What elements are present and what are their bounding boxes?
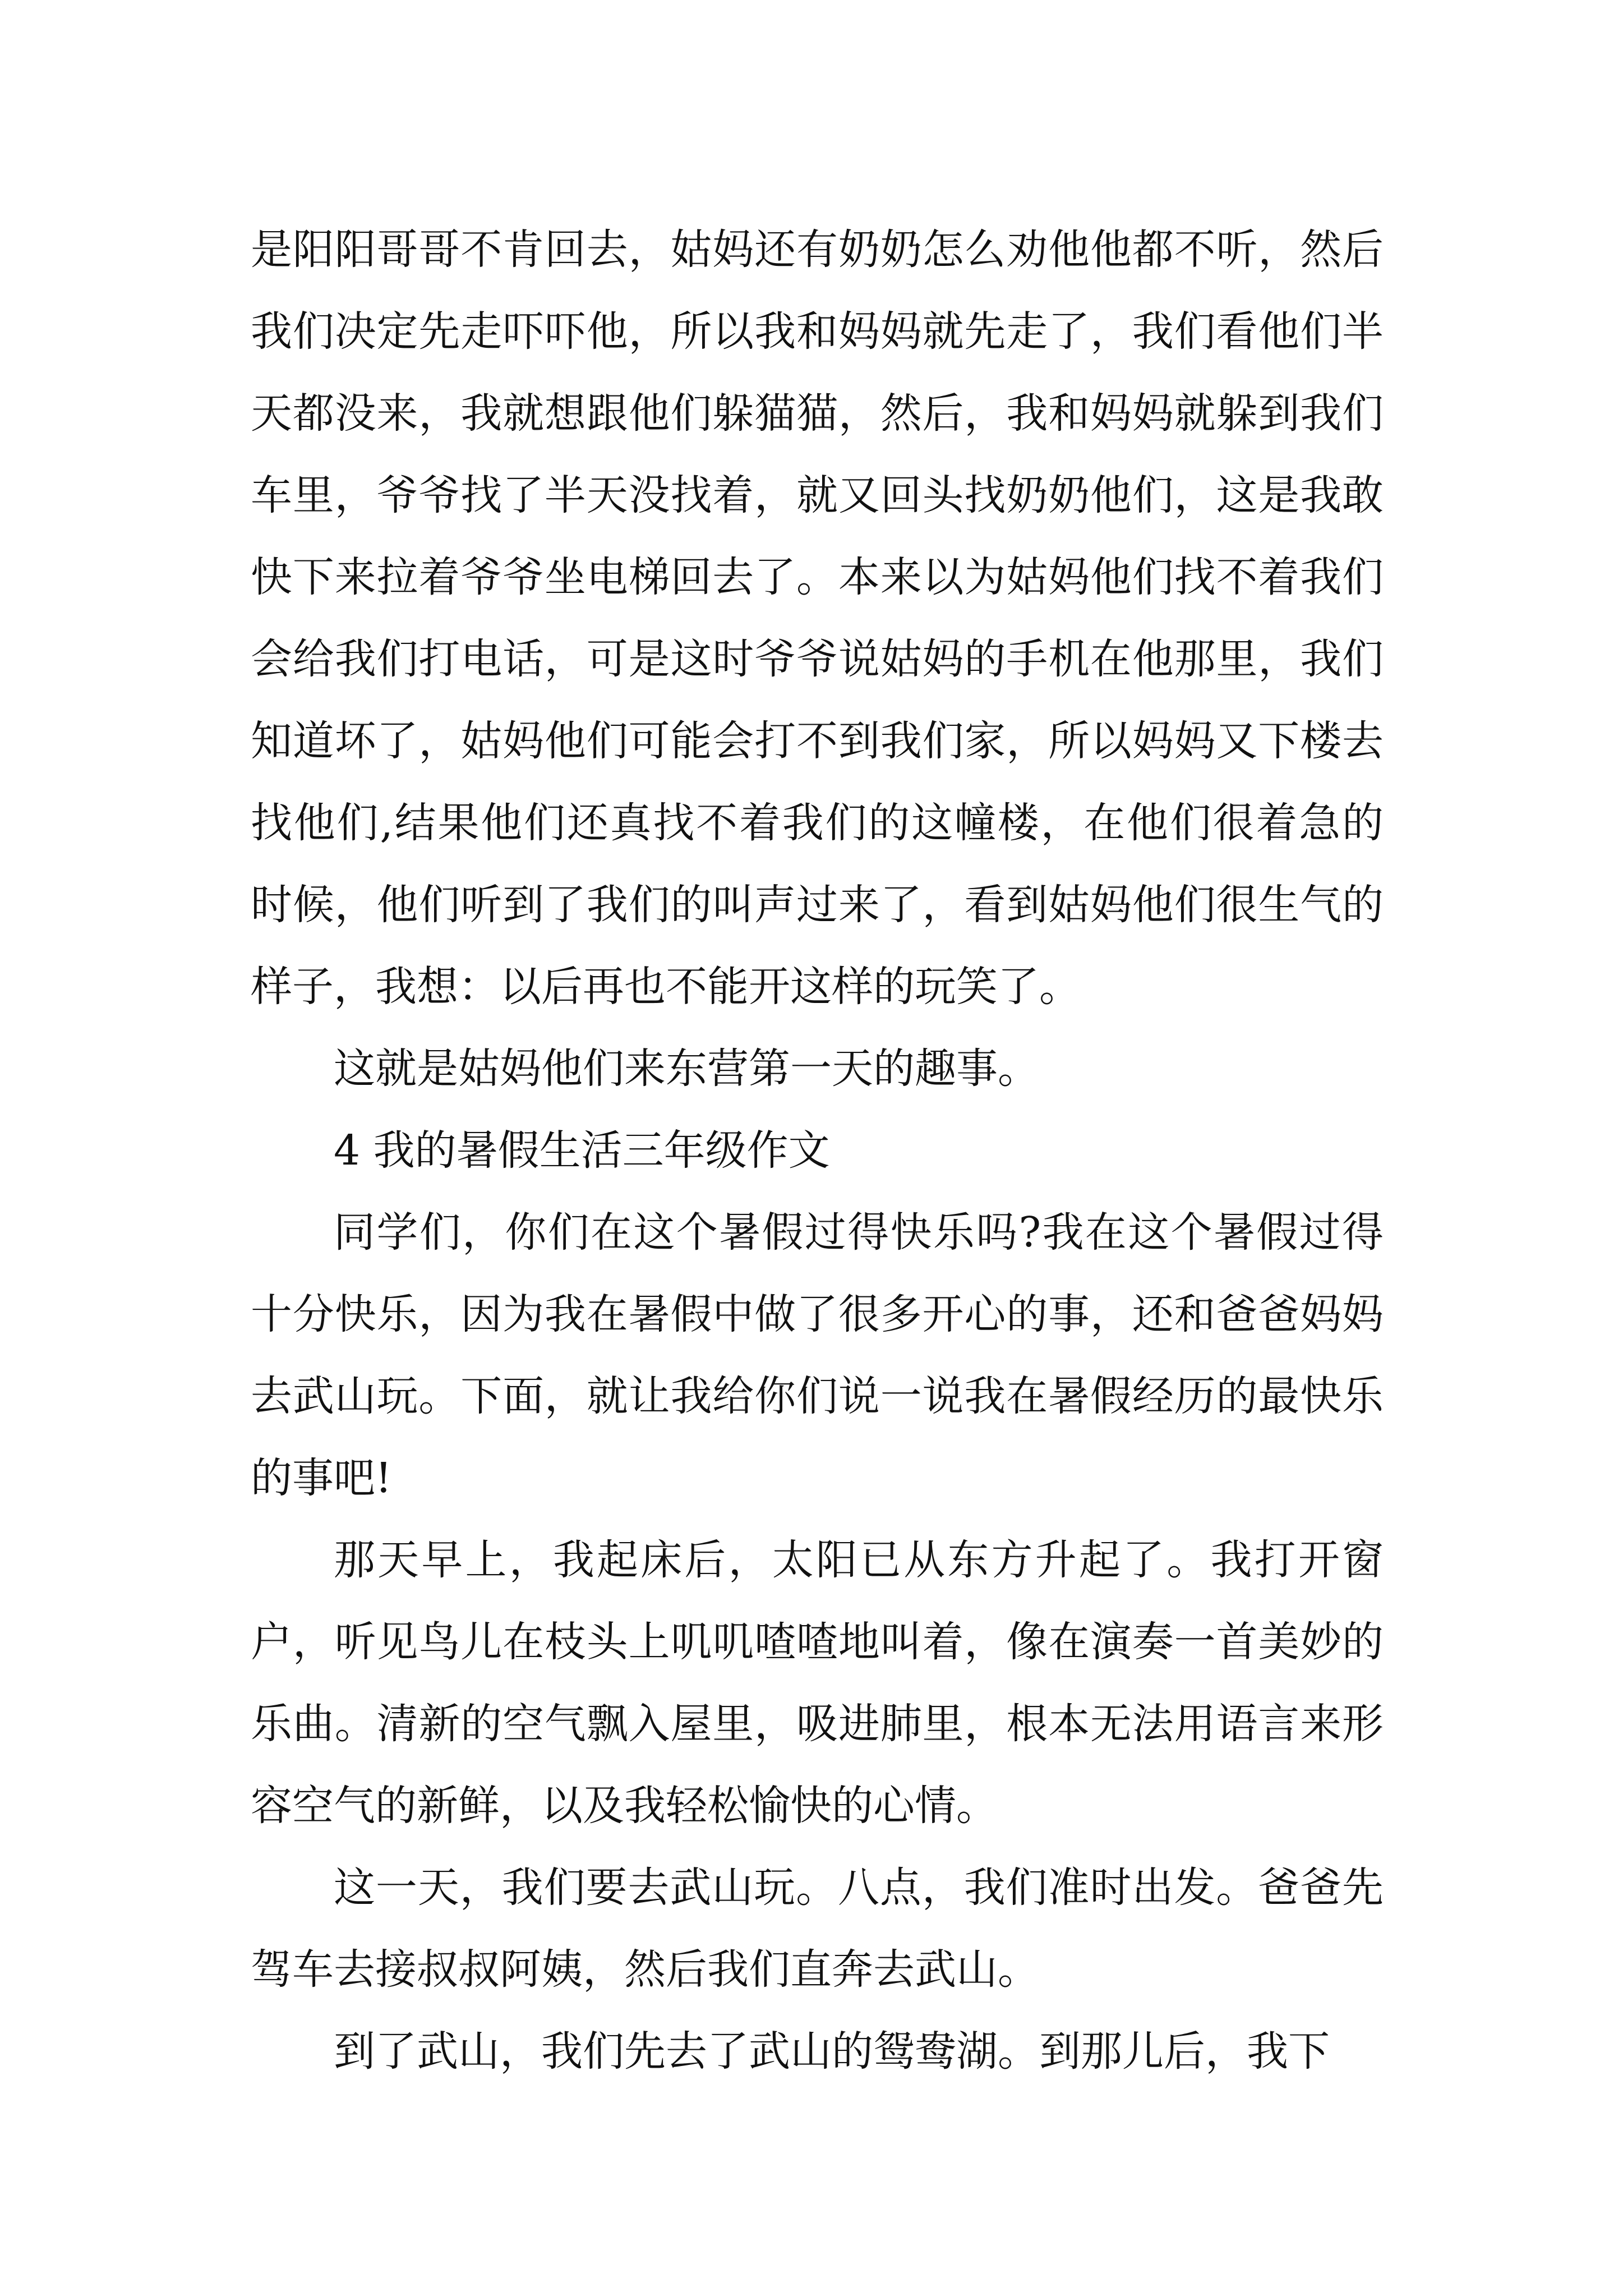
document-page <box>251 209 1384 2092</box>
paragraph-intro: 同学们，你们在这个暑假过得快乐吗?我在这个暑假过得十分快乐，因为我在暑假中做了很多开心的事，还和爸爸妈妈去武山玩。下面，就让我给你们说一说我在暑假经历的最快乐的事吧! <box>251 1208 1384 1502</box>
paragraph-morning: 那天早上，我起床后，太阳已从东方升起了。我打开窗户，听见鸟儿在枝头上叽叽喳喳地叫着，像在演奏一首美妙的乐曲。清新的空气飘入屋里，吸进肺里，根本无法用语言来形容空气的新鲜，以及我轻松愉快的心情。 <box>251 1536 1384 1830</box>
paragraph-closing-sentence: 这就是姑妈他们来东营第一天的趣事。 <box>334 1045 1039 1093</box>
paragraph-story-continuation: 是阳阳哥哥不肯回去，姑妈还有奶奶怎么劝他他都不听，然后我们决定先走吓吓他，所以我和妈妈就先走了，我们看他们半天都没来，我就想跟他们躲猫猫，然后，我和妈妈就躲到我们车里，爷爷找了半天没找着，就又回头找奶奶他们，这是我敢快下来拉着爷爷坐电梯回去了。本来以为姑妈他们找不着我们会给我们打电话，可是这时爷爷说姑妈的手机在他那里，我们知道坏了，姑妈他们可能会打不到我们家，所以妈妈又下楼去找他们,结果他们还真找不着我们的这幢楼，在他们很着急的时候，他们听到了我们的叫声过来了，看到姑妈他们很生气的样子，我想：以后再也不能开这样的玩笑了。 <box>251 226 1384 1011</box>
essay-heading: 4 我的暑假生活三年级作文 <box>334 1126 830 1175</box>
paragraph-arrival: 到了武山，我们先去了武山的鸳鸯湖。到那儿后，我下 <box>334 2027 1330 2076</box>
paragraph-departure: 这一天，我们要去武山玩。八点，我们准时出发。爸爸先驾车去接叔叔阿姨，然后我们直奔去武山。 <box>251 1864 1384 1994</box>
